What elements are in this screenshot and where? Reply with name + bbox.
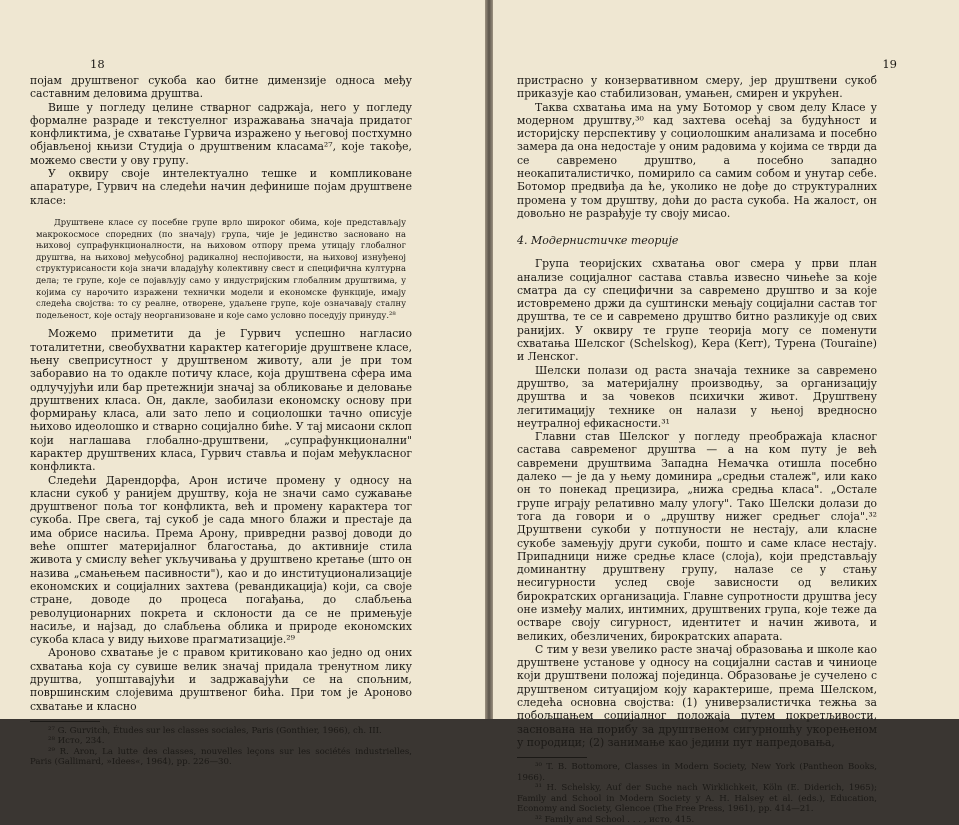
footnote-divider [30, 721, 100, 722]
footnote: ²⁷ G. Gurvitch, Études sur les classes sociales, Paris (Gonthier, 1966), ch. III. [48, 725, 382, 736]
paragraph: Више у погледу целине стварног садржаја, него у погледу формалне разраде и текстуелног изражавања значаја придатог конфликтима, је схватање Гурвича изражено у његовој постхумно објављеној књизи Студија о друштвеним класама²⁷, које такође, можемо свести у ову групу. [30, 100, 412, 167]
left-page [0, 0, 485, 768]
quote-text: Друштвене класе су посебне групе врло широког обима, које представљају макрокосмосе споредних (по значају) група, чије је јединство засновано на њиховој супрафункционалности, на њиховом отпору према утицају глобалног друштва, на њиховој међусобној радикалној неспојивости, на њиховој изнуђеној структурисаности која значи владајућу колективну свест и специфична културна дела; те групе, које се појављују само у индустријским глобалним друштвима, у којима су нарочито изражени технички модели и економске функције, имају следећа својства: то су реалне, отворене, удаљене групе, које означавају сталну подељеност, које остају неорганизоване и које само условно поседују принуду.²⁸ [36, 216, 406, 320]
block-quote [36, 217, 406, 321]
footnotes [30, 726, 412, 768]
page-number-right: 19 [882, 57, 897, 71]
paragraph: Шелски полази од раста значаја технике за савремено друштво, за материјалну производњу, за организацију друштва и за човеков психички живот. Друштвену легитимацију технике он налази у њеној вредносно неутралној ефикасности.³¹ [517, 363, 877, 430]
paragraph: Група теоријских схватања овог смера у први план анализе социјалног састава стављa извесно чињеће за које сматра да су специфични за савремено друштво и за које истовремено држи да суштински мењају социјални састав тог друштва, те се и савремено друштво битно разликује од свих ранијих. У оквиру те групе теорија могу се поменути схватања Шелског (Schelskog), Кера (Kerr), Турена (Touraine) и Ленског. [517, 257, 877, 364]
paragraph: Главни став Шелског у погледу преображаја класног састава савременог друштва — а на ком путу је већ савремени друштвима Западна Немачка отишла посебно далеко — је да у њему доминира „средњи сталеж", или како он то понекад прецизира, „нижа средња класа". „Остале групе играју релативно малу улогу". Тако Шелски долази до тога да говори и о „друштву нижег средњег слоја".³² Друштвени сукоби у потпуности не нестају, али класне сукобе замењују други сукоби, пошто и саме класе нестају. Припадници ниже средње класе (слоја), који представљају доминантну друштвену групу, налазе се у стању несигурности услед своје зависности од великих бирократских организација. Главне супротности друштва јесу оне између малих, интимних, друштвених група, које теже да остваре своју сигурност, идентитет и начин живота, и великих, обезличених, бирократских апарата. [517, 430, 877, 643]
paragraph: појам друштвеног сукоба као битне димензије односа међу саставним деловима друштва. [30, 74, 412, 101]
footnote: ³² Family and School . . . , исто, 415. [535, 814, 695, 825]
footnote: ³⁰ T. B. Bottomore, Classes in Modern Society, New York (Pantheon Books, 1966). [517, 762, 877, 783]
paragraph: пристрасно у конзервативном смеру, јер друштвени сукоб приказује као стабилизован, умањен, смирен и укрућен. [517, 74, 877, 101]
footnote: ²⁹ R. Aron, La lutte des classes, nouvelles leçons sur les sociétés industrielles, Paris (Gallimard, »Idees«, 1964), pp. 226—30. [30, 746, 412, 768]
footnote-divider [517, 757, 587, 758]
paragraph: С тим у вези увелико расте значај образовања и школе као друштвене установе у односу на социјални састав и чиниоце који друштвени положај појединца. Образовање је сучелено с друштвеном ситуацијом коју карактерише, према Шелском, следећа основна својства: (1) универзалистичка тежња за побољшањем социјалног положаја путем покретљивости, заснована на порибу за друштвеном сигурношћу укорењеном у породици; (2) занимање као једини пут напредовања, [517, 642, 877, 749]
paragraph: У оквиру своје интелектуално тешке и компликоване апаратуре, Гурвич на следећи начин дефинише појам друштвене класе: [30, 167, 412, 207]
section-heading: 4. Модернистичке теорије [517, 234, 679, 248]
right-page [493, 0, 959, 825]
book-gutter [485, 0, 493, 719]
paragraph: Таква схватања има на уму Ботомор у свом делу Класе у модерном друштву,³⁰ кад захтева осећај за будућност и историјску перспективу у социолошким анализама и посебно замера да она недостаје у оним радовима у којима се тврди да се савремено друштво, а посебно западно неокапиталистичко, помирило са самим собом и унутар себе. Ботомор предвиђа да ће, уколико не дође до структуралних промена у том друштву, доћи до раста сукоба. На жалост, он довољно не разрађује ту своју мисао. [517, 100, 877, 220]
footnote: ²⁸ Исто, 234. [48, 736, 105, 747]
paragraph: Ароново схватање је с правом критиковано као једно од оних схватања која су сувише велик значај придала тренутном лику друштва, уопштавајући и задржавајући се на спољним, површинским слојевима друштвеног бића. При том је Ароново схватање и класно [30, 646, 412, 713]
left-page-body [30, 74, 412, 768]
page-number-left: 18 [90, 57, 105, 71]
paragraph: Можемо приметити да је Гурвич успешно нагласио тоталитетни, свеобухватни карактер категорије друштвене класе, њену свеприсутност у друштвеном животу, али је при том заборавио на то одакле потичу класе, која друштвена сфера има одлучујући или бар претежнији значај за обликовање и деловање друштвених класа. Он, дакле, заобилази економску основу при формирању класа, али зато лепо и социолошки тачно описује њихово идеолошко и стварно социјално биће. У тај мисаони склоп који наглашава глобално-друштвени, „супрафункционални" карактер друштвених класа, Гурвич ставља и појам међукласног конфликта. [30, 327, 412, 474]
paragraph: Следећи Дарендорфа, Арон истиче промену у односу на класни сукоб у ранијем друштву, која не значи само сужавање друштвеног поља тог конфликта, већ и промену карактера тог сукоба. Пре свега, тај сукоб је сада много блажи и престаје да има обрисе насиља. Према Арону, привредни развој доводи до веће општег материјалног благостања, до активније стила живота у смислу већег укључивања у друштвено кретање (што он назива „смањењем пасивности"), као и до институционализације економских и социјалних захтева (ревандикација) који, са своје стране, доводе до процеса погађања, до слабљења револуционарних покрета и склоности да се не примењује насиље, и најзад, до слабљења облика и природе економских сукоба класа у виду њихове прагматизације.²⁹ [30, 473, 412, 647]
right-page-body [517, 74, 877, 825]
footnote: ³¹ H. Schelsky, Auf der Suche nach Wirklichkeit, Köln (E. Diderich, 1965); Family and School in Modern Society у A. H. Halsey et al. (eds.), Education, Economy and Society, Glencoe (The Free Press, 1961), pp. 414—21. [517, 783, 877, 815]
footnotes [517, 762, 877, 825]
